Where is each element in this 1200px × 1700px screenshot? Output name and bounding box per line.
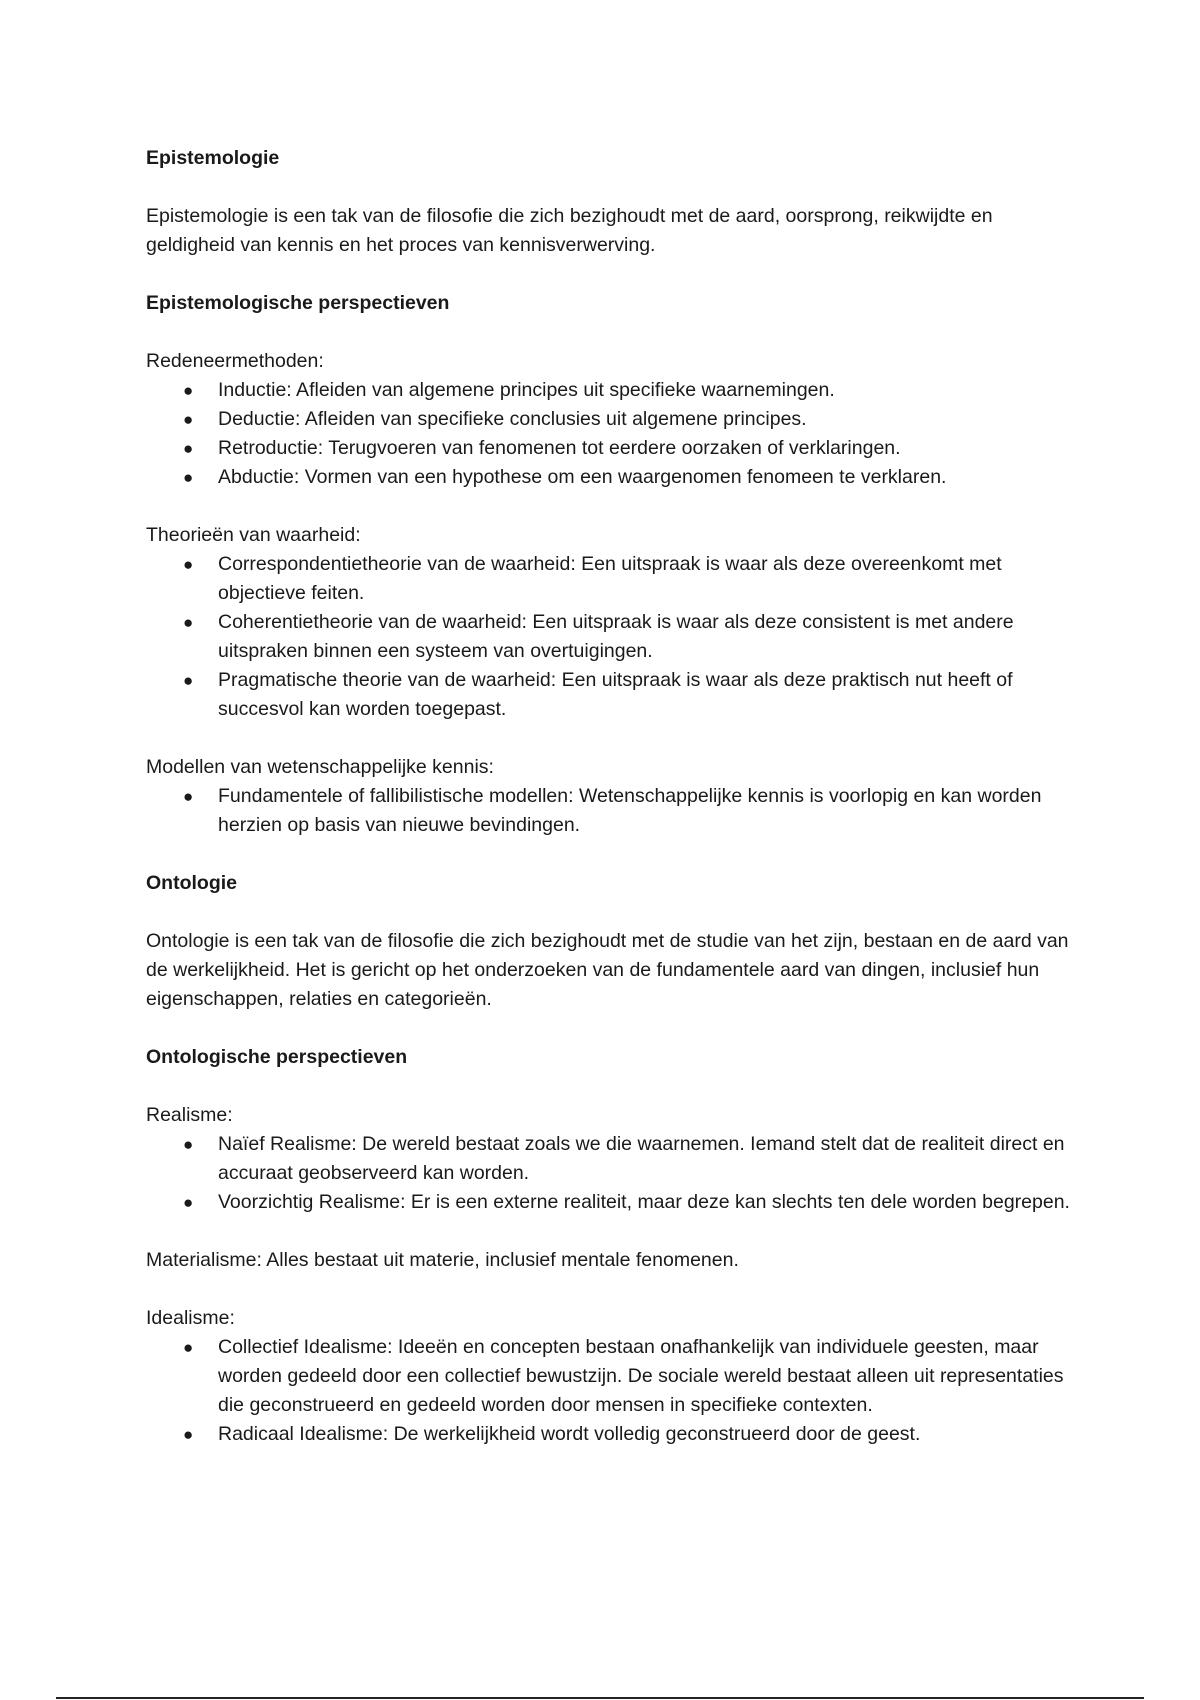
bullet-icon: ●	[183, 555, 194, 574]
heading-ontology: Ontologie	[146, 872, 237, 894]
list-item: ● Collectief Idealisme: Ideeën en concepten bestaan onafhankelijk van individuele geesten, maar worden gedeeld door een collectief bewustzijn. De sociale wereld bestaat alleen uit representaties die geconstrueerd en gedeeld worden door mensen in specifieke contexten.	[218, 1333, 1076, 1420]
bullet-icon: ●	[183, 787, 194, 806]
bullet-icon: ●	[183, 439, 194, 458]
list-item: ● Radicaal Idealisme: De werkelijkheid wordt volledig geconstrueerd door de geest.	[218, 1420, 1076, 1449]
list-item: ● Deductie: Afleiden van specifieke conclusies uit algemene principes.	[218, 405, 1076, 434]
bullet-icon: ●	[183, 468, 194, 487]
list-item: ● Voorzichtig Realisme: Er is een externe realiteit, maar deze kan slechts ten dele worden begrepen.	[218, 1188, 1076, 1217]
paragraph-epistemology-intro: Epistemologie is een tak van de filosofie die zich bezighoudt met de aard, oorsprong, reikwijdte en geldigheid van kennis en het proces van kennisverwerving.	[146, 205, 993, 256]
label-truth-theories: Theorieën van waarheid:	[146, 524, 361, 546]
bullet-icon: ●	[183, 1135, 194, 1154]
heading-ontology-perspectives: Ontologische perspectieven	[146, 1046, 408, 1068]
list-realism	[146, 1130, 1076, 1217]
bullet-icon: ●	[183, 613, 194, 632]
list-item: ● Naïef Realisme: De wereld bestaat zoals we die waarnemen. Iemand stelt dat de realiteit direct en accuraat geobserveerd kan worden.	[218, 1130, 1076, 1188]
label-reasoning-methods: Redeneermethoden:	[146, 350, 324, 372]
label-science-models: Modellen van wetenschappelijke kennis:	[146, 756, 494, 778]
label-realism: Realisme:	[146, 1104, 233, 1126]
list-science-models	[146, 782, 1076, 840]
list-item: ● Correspondentietheorie van de waarheid: Een uitspraak is waar als deze overeenkomt met objectieve feiten.	[218, 550, 1076, 608]
heading-epistemology-perspectives: Epistemologische perspectieven	[146, 292, 450, 314]
list-item: ● Inductie: Afleiden van algemene principes uit specifieke waarnemingen.	[218, 376, 1076, 405]
page-bottom-rule	[56, 1697, 1144, 1699]
list-item: ● Fundamentele of fallibilistische modellen: Wetenschappelijke kennis is voorlopig en kan worden herzien op basis van nieuwe bevindingen.	[218, 782, 1076, 840]
list-item: ● Abductie: Vormen van een hypothese om een waargenomen fenomeen te verklaren.	[218, 463, 1076, 492]
heading-epistemology: Epistemologie	[146, 147, 280, 169]
list-item: ● Pragmatische theorie van de waarheid: Een uitspraak is waar als deze praktisch nut heeft of succesvol kan worden toegepast.	[218, 666, 1076, 724]
document-body	[146, 144, 1076, 1449]
bullet-icon: ●	[183, 410, 194, 429]
paragraph-ontology-intro: Ontologie is een tak van de filosofie die zich bezighoudt met de studie van het zijn, bestaan en de aard van de werkelijkheid. Het is gericht op het onderzoeken van de fundamentele aard van dingen, inclusief hun eigenschappen, relaties en categorieën.	[146, 930, 1069, 1010]
list-truth-theories	[146, 550, 1076, 724]
bullet-icon: ●	[183, 1193, 194, 1212]
paragraph-materialism: Materialisme: Alles bestaat uit materie, inclusief mentale fenomenen.	[146, 1249, 739, 1271]
list-reasoning-methods	[146, 376, 1076, 492]
list-idealism	[146, 1333, 1076, 1449]
label-idealism: Idealisme:	[146, 1307, 235, 1329]
list-item: ● Coherentietheorie van de waarheid: Een uitspraak is waar als deze consistent is met andere uitspraken binnen een systeem van overtuigingen.	[218, 608, 1076, 666]
bullet-icon: ●	[183, 381, 194, 400]
list-item: ● Retroductie: Terugvoeren van fenomenen tot eerdere oorzaken of verklaringen.	[218, 434, 1076, 463]
bullet-icon: ●	[183, 671, 194, 690]
bullet-icon: ●	[183, 1338, 194, 1357]
bullet-icon: ●	[183, 1425, 194, 1444]
